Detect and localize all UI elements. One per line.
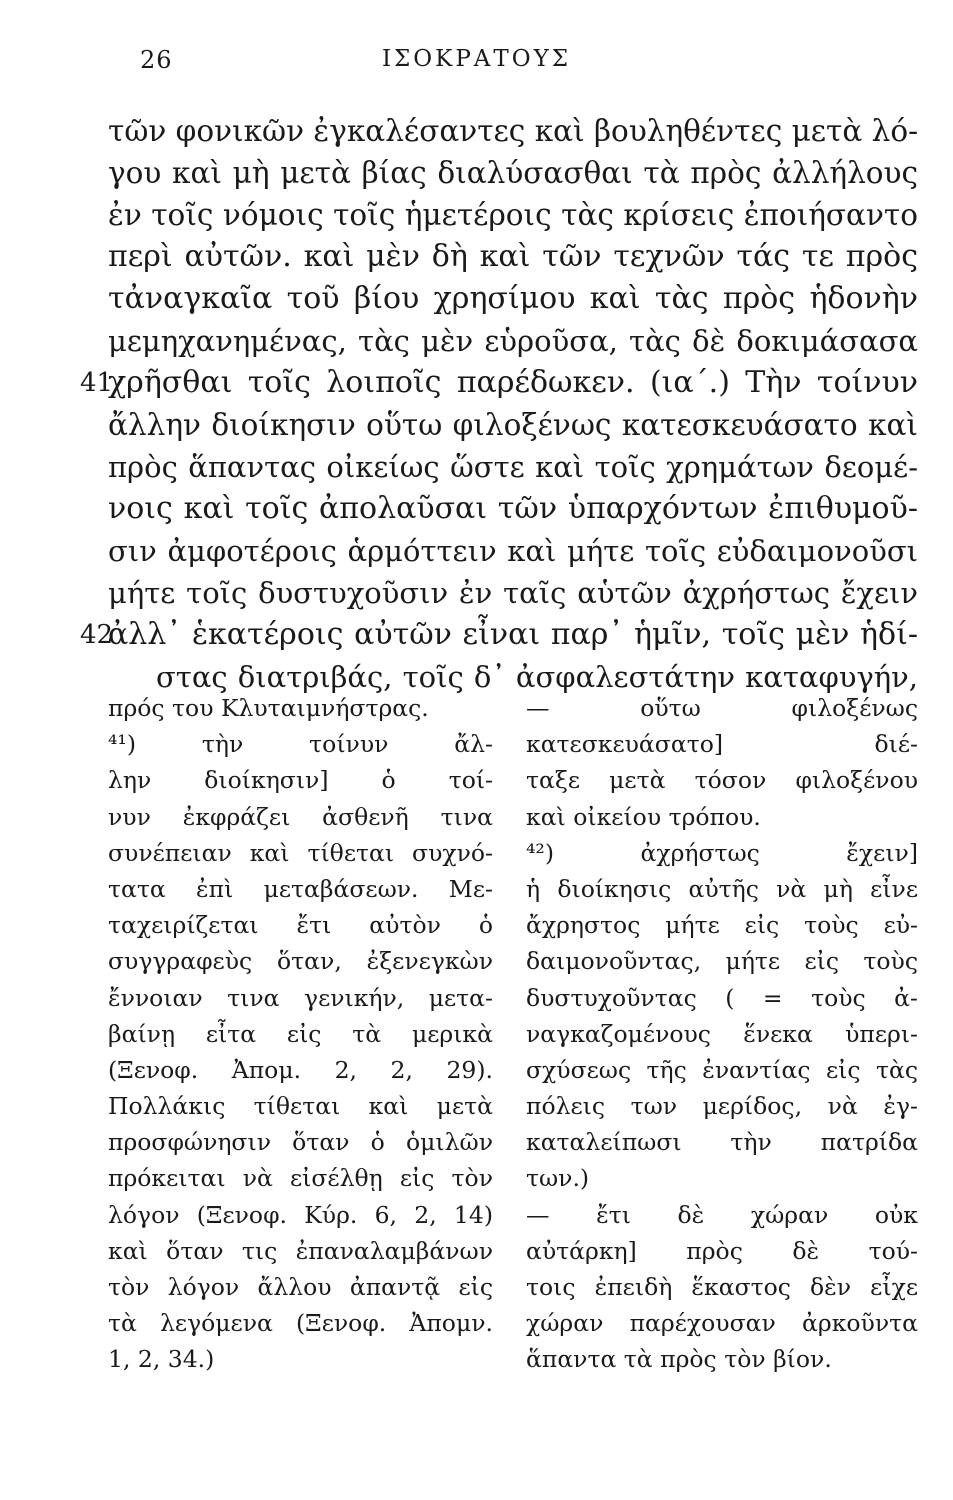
commentary-line: ταχειρίζεται ἔτι αὐτὸν ὁ xyxy=(108,911,493,940)
text-line-content: στας διατριβάς, τοῖς δ᾽ ἀσφαλεστάτην καταφυγήν, xyxy=(156,660,918,694)
text-line-content: ἀλλ᾽ ἑκατέροις αὐτῶν εἶναι παρ᾽ ἡμῖν, τοῖς μὲν ἡδί- xyxy=(108,617,918,652)
commentary-line: (Ξενοφ. Ἀπομ. 2, 2, 29). xyxy=(108,1055,493,1084)
commentary-line: πρός του Κλυταιμνήστρας. xyxy=(108,694,429,722)
commentary-line: τὰ λεγόμενα (Ξενοφ. Ἀπομν. xyxy=(108,1309,493,1338)
text-line xyxy=(80,362,918,404)
text-line xyxy=(108,572,918,614)
commentary-line: βαίνῃ εἶτα εἰς τὰ μερικὰ xyxy=(108,1019,493,1048)
text-line xyxy=(108,320,918,362)
text-line xyxy=(108,278,918,320)
commentary-line: ἡ διοίκησις αὐτῆς νὰ μὴ εἶνε xyxy=(526,874,918,903)
commentary-line: τὸν λόγον ἄλλου ἀπαντᾷ εἰς xyxy=(108,1273,493,1301)
commentary-line: καὶ ὅταν τις ἐπαναλαμβάνων xyxy=(108,1236,493,1265)
commentary-line: λόγον (Ξενοφ. Κύρ. 6, 2, 14) xyxy=(108,1200,493,1229)
text-line-content: σιν ἀμφοτέροις ἁρμόττειν καὶ μήτε τοῖς εὐδαιμονοῦσι xyxy=(108,534,918,568)
text-line-content: τἀναγκαῖα τοῦ βίου χρησίμου καὶ τὰς πρὸς ἡδονὴν xyxy=(108,281,918,316)
text-line xyxy=(108,110,918,152)
commentary-line: αὐτάρκη] πρὸς δὲ τού- xyxy=(526,1236,918,1265)
commentary-line: Πολλάκις τίθεται καὶ μετὰ xyxy=(108,1092,493,1121)
commentary-line: πόλεις των μερίδος, νὰ ἐγ- xyxy=(526,1092,918,1121)
commentary-line: πρόκειται νὰ εἰσέλθῃ εἰς τὸν xyxy=(108,1164,493,1193)
text-line-content: ἐν τοῖς νόμοις τοῖς ἡμετέροις τὰς κρίσεις ἐποιήσαντο xyxy=(108,198,918,232)
text-line-content: ἄλλην διοίκησιν οὕτω φιλοξένως κατεσκευάσατο καὶ xyxy=(108,408,918,442)
running-title: ΙΣΟΚΡΑΤΟΥΣ xyxy=(381,46,572,72)
commentary-line: συνέπειαν καὶ τίθεται συχνό- xyxy=(108,838,493,867)
text-line xyxy=(108,404,918,446)
commentary-line: — ἔτι δὲ χώραν οὐκ xyxy=(526,1200,918,1229)
commentary-line: νυν ἐκφράζει ἀσθενῆ τινα xyxy=(108,802,493,831)
commentary-line: ἔννοιαν τινα γενικήν, μετα- xyxy=(108,983,493,1012)
commentary-line: ⁴¹) τὴν τοίνυν ἄλ- xyxy=(108,730,493,759)
commentary-line: καταλείπωσι τὴν πατρίδα xyxy=(526,1128,918,1157)
commentary-line: των.) xyxy=(526,1164,590,1193)
commentary-line: προσφώνησιν ὅταν ὁ ὁμιλῶν xyxy=(108,1128,493,1157)
section-marginal-number: 41 xyxy=(80,368,114,398)
text-line xyxy=(80,614,918,656)
commentary-line: δυστυχοῦντας ( = τοὺς ἀ- xyxy=(526,983,918,1012)
commentary-line: ⁴²) ἀχρήστως ἔχειν] xyxy=(526,838,918,867)
text-line-content: χρῆσθαι τοῖς λοιποῖς παρέδωκεν. (ια΄.) Τὴν τοίνυν xyxy=(108,365,918,400)
commentary-line: κατεσκευάσατο] διέ- xyxy=(526,730,918,759)
main-text xyxy=(80,110,919,698)
page-number: 26 xyxy=(140,46,173,74)
commentary-line: τοις ἐπειδὴ ἕκαστος δὲν εἶχε xyxy=(526,1273,918,1301)
commentary-line: καὶ οἰκείου τρόπου. xyxy=(526,802,761,831)
commentary-line: ναγκαζομένους ἕνεκα ὑπερι- xyxy=(526,1019,918,1048)
text-line-content: νοις καὶ τοῖς ἀπολαῦσαι τῶν ὑπαρχόντων ἐπιθυμοῦ- xyxy=(108,491,918,526)
commentary-line: ταξε μετὰ τόσον φιλοξένου xyxy=(526,766,918,795)
section-marginal-number: 42 xyxy=(80,620,114,650)
text-line-content: μήτε τοῖς δυστυχοῦσιν ἐν ταῖς αὑτῶν ἀχρήστως ἔχειν xyxy=(108,576,918,610)
text-line-content: περὶ αὐτῶν. καὶ μὲν δὴ καὶ τῶν τεχνῶν τάς τε πρὸς xyxy=(108,239,918,274)
text-line xyxy=(108,152,918,194)
commentary-line: χώραν παρέχουσαν ἀρκοῦντα xyxy=(526,1309,918,1338)
commentary-line: τατα ἐπὶ μεταβάσεων. Με- xyxy=(108,874,493,903)
commentary-line: δαιμονοῦντας, μήτε εἰς τοὺς xyxy=(526,947,918,976)
commentary-line: — οὕτω φιλοξένως xyxy=(526,694,918,722)
commentary-line: ἄχρηστος μήτε εἰς τοὺς εὐ- xyxy=(526,911,918,940)
text-line-content: πρὸς ἅπαντας οἰκείως ὥστε καὶ τοῖς χρημάτων δεομέ- xyxy=(108,450,918,484)
text-line xyxy=(108,530,918,572)
commentary-line: 1, 2, 34.) xyxy=(108,1345,215,1374)
commentary-line: σχύσεως τῆς ἐναντίας εἰς τὰς xyxy=(526,1055,918,1084)
commentary-line: ἅπαντα τὰ πρὸς τὸν βίον. xyxy=(526,1345,832,1374)
page-header xyxy=(0,46,953,78)
text-line xyxy=(108,194,918,236)
commentary-left-column xyxy=(108,690,493,1378)
text-line xyxy=(108,488,918,530)
commentary-line: λην διοίκησιν] ὁ τοί- xyxy=(108,766,493,795)
text-line-content: γου καὶ μὴ μετὰ βίας διαλύσασθαι τὰ πρὸς ἀλλήλους xyxy=(108,156,918,190)
text-line-content: τῶν φονικῶν ἐγκαλέσαντες καὶ βουληθέντες μετὰ λό- xyxy=(108,114,919,148)
text-line-content: μεμηχανημένας, τὰς μὲν εὑροῦσα, τὰς δὲ δοκιμάσασα xyxy=(108,324,918,358)
commentary-line: συγγραφεὺς ὅταν, ἐξενεγκὼν xyxy=(108,947,493,976)
commentary-right-column xyxy=(526,690,918,1378)
text-line xyxy=(108,446,918,488)
text-line xyxy=(108,236,918,278)
